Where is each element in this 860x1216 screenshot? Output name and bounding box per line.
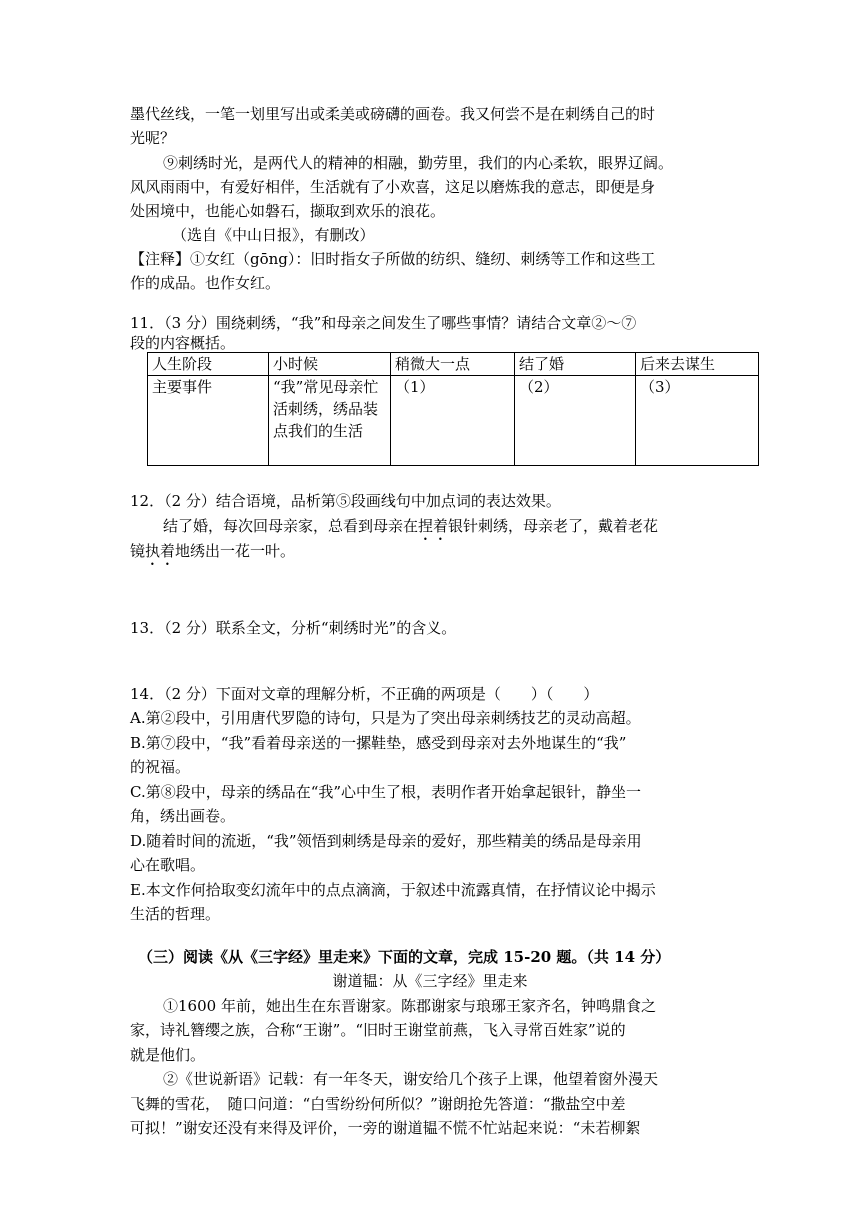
question-14-prompt: 14．（2 分）下面对文章的理解分析，不正确的两项是（ ）（ ） bbox=[130, 685, 599, 703]
quote-text: 结了婚，每次回母亲家，总看到母亲在 bbox=[163, 517, 419, 535]
paragraph-9-line: 风风雨雨中，有爱好相伴，生活就有了小欢喜，这足以磨炼我的意志，即便是身 bbox=[130, 178, 656, 196]
option-a[interactable]: A.第②段中，引用唐代罗隐的诗句，只是为了突出母亲刺绣技艺的灵动高超。 bbox=[130, 709, 641, 727]
paragraph-9-line: 处困境中，也能心如磐石，撷取到欢乐的浪花。 bbox=[130, 202, 446, 220]
option-c[interactable]: C.第⑧段中，母亲的绣品在“我”心中生了根，表明作者开始拿起银针，静坐一 bbox=[130, 783, 642, 801]
table-header-cell: 小时候 bbox=[269, 353, 391, 376]
article-paragraph-line: ②《世说新语》记载：有一年冬天，谢安给几个孩子上课，他望着窗外漫天 bbox=[163, 1070, 659, 1088]
option-e[interactable]: 生活的哲理。 bbox=[130, 905, 221, 923]
quote-text: 银针刺绣，母亲老了，戴着老花 bbox=[448, 517, 659, 535]
emphasized-word: 执着 bbox=[145, 542, 176, 560]
option-b[interactable]: 的祝福。 bbox=[130, 758, 191, 776]
answer-blank-cell[interactable]: （3） bbox=[636, 376, 759, 466]
article-paragraph-line: 家，诗礼簪缨之族，合称“王谢”。“旧时王谢堂前燕，飞入寻常百姓家”说的 bbox=[130, 1021, 626, 1039]
question-12-prompt: 12．（2 分）结合语境，品析第⑤段画线句中加点词的表达效果。 bbox=[130, 492, 561, 510]
table-header-cell: 结了婚 bbox=[515, 353, 636, 376]
option-d[interactable]: D.随着时间的流逝，“我”领悟到刺绣是母亲的爱好，那些精美的绣品是母亲用 bbox=[130, 832, 642, 850]
article-paragraph-line: 飞舞的雪花， 随口问道：“白雪纷纷何所似？”谢朗抢先答道：“撒盐空中差 bbox=[130, 1095, 626, 1113]
option-d[interactable]: 心在歌唱。 bbox=[130, 856, 206, 874]
table-header-cell: 后来去谋生 bbox=[636, 353, 759, 376]
question-11-prompt: 段的内容概括。 bbox=[130, 334, 236, 352]
story-line: 墨代丝线，一笔一划里写出或柔美或磅礴的画卷。我又何尝不是在刺绣自己的时 bbox=[130, 105, 656, 123]
option-e[interactable]: E.本文作何拾取变幻流年中的点点滴滴，于叙述中流露真情，在抒情议论中揭示 bbox=[130, 881, 656, 899]
article-title: 谢道韫：从《三字经》里走来 bbox=[332, 972, 528, 990]
question-11-table bbox=[147, 352, 759, 466]
table-row bbox=[148, 376, 759, 466]
table-cell: “我”常见母亲忙活刺绣，绣品装点我们的生活 bbox=[269, 376, 391, 466]
quote-text: 地绣出一花一叶。 bbox=[175, 542, 296, 560]
table-header-row bbox=[148, 353, 759, 376]
article-paragraph-line: ①1600 年前，她出生在东晋谢家。陈郡谢家与琅琊王家齐名，钟鸣鼎食之 bbox=[163, 997, 656, 1015]
story-line: 光呢？ bbox=[130, 129, 176, 147]
question-12-quote bbox=[130, 539, 734, 569]
table-header-cell: 人生阶段 bbox=[148, 353, 269, 376]
annotation-note: 【注释】①女红（gōng）：旧时指女子所做的纺织、缝纫、刺绣等工作和这些工 bbox=[130, 250, 656, 268]
article-paragraph-line: 就是他们。 bbox=[130, 1046, 206, 1064]
paragraph-9-line: ⑨刺绣时光，是两代人的精神的相融，勤劳里，我们的内心柔软，眼界辽阔。 bbox=[163, 154, 674, 172]
option-c[interactable]: 角，绣出画卷。 bbox=[130, 807, 236, 825]
article-paragraph-line: 可拟！”谢安还没有来得及评价，一旁的谢道韫不慌不忙站起来说：“未若柳絮 bbox=[130, 1119, 641, 1137]
answer-blank-cell[interactable]: （1） bbox=[391, 376, 515, 466]
table-row-label: 主要事件 bbox=[148, 376, 269, 466]
answer-blank-cell[interactable]: （2） bbox=[515, 376, 636, 466]
question-11-prompt: 11．（3 分）围绕刺绣，“我”和母亲之间发生了哪些事情？请结合文章②～⑦ bbox=[130, 314, 637, 332]
question-13-prompt: 13．（2 分）联系全文，分析“刺绣时光”的含义。 bbox=[130, 619, 457, 637]
emphasized-word: 捏着 bbox=[418, 517, 449, 535]
annotation-note: 作的成品。也作女红。 bbox=[130, 274, 281, 292]
source-citation: （选自《中山日报》，有删改） bbox=[172, 226, 375, 244]
table-header-cell: 稍微大一点 bbox=[391, 353, 515, 376]
option-b[interactable]: B.第⑦段中，“我”看着母亲送的一摞鞋垫，感受到母亲对去外地谋生的“我” bbox=[130, 734, 627, 752]
section-heading: （三）阅读《从《三字经》里走来》下面的文章，完成 15-20 题。（共 14 分） bbox=[138, 948, 671, 966]
quote-text: 镜 bbox=[130, 542, 146, 560]
